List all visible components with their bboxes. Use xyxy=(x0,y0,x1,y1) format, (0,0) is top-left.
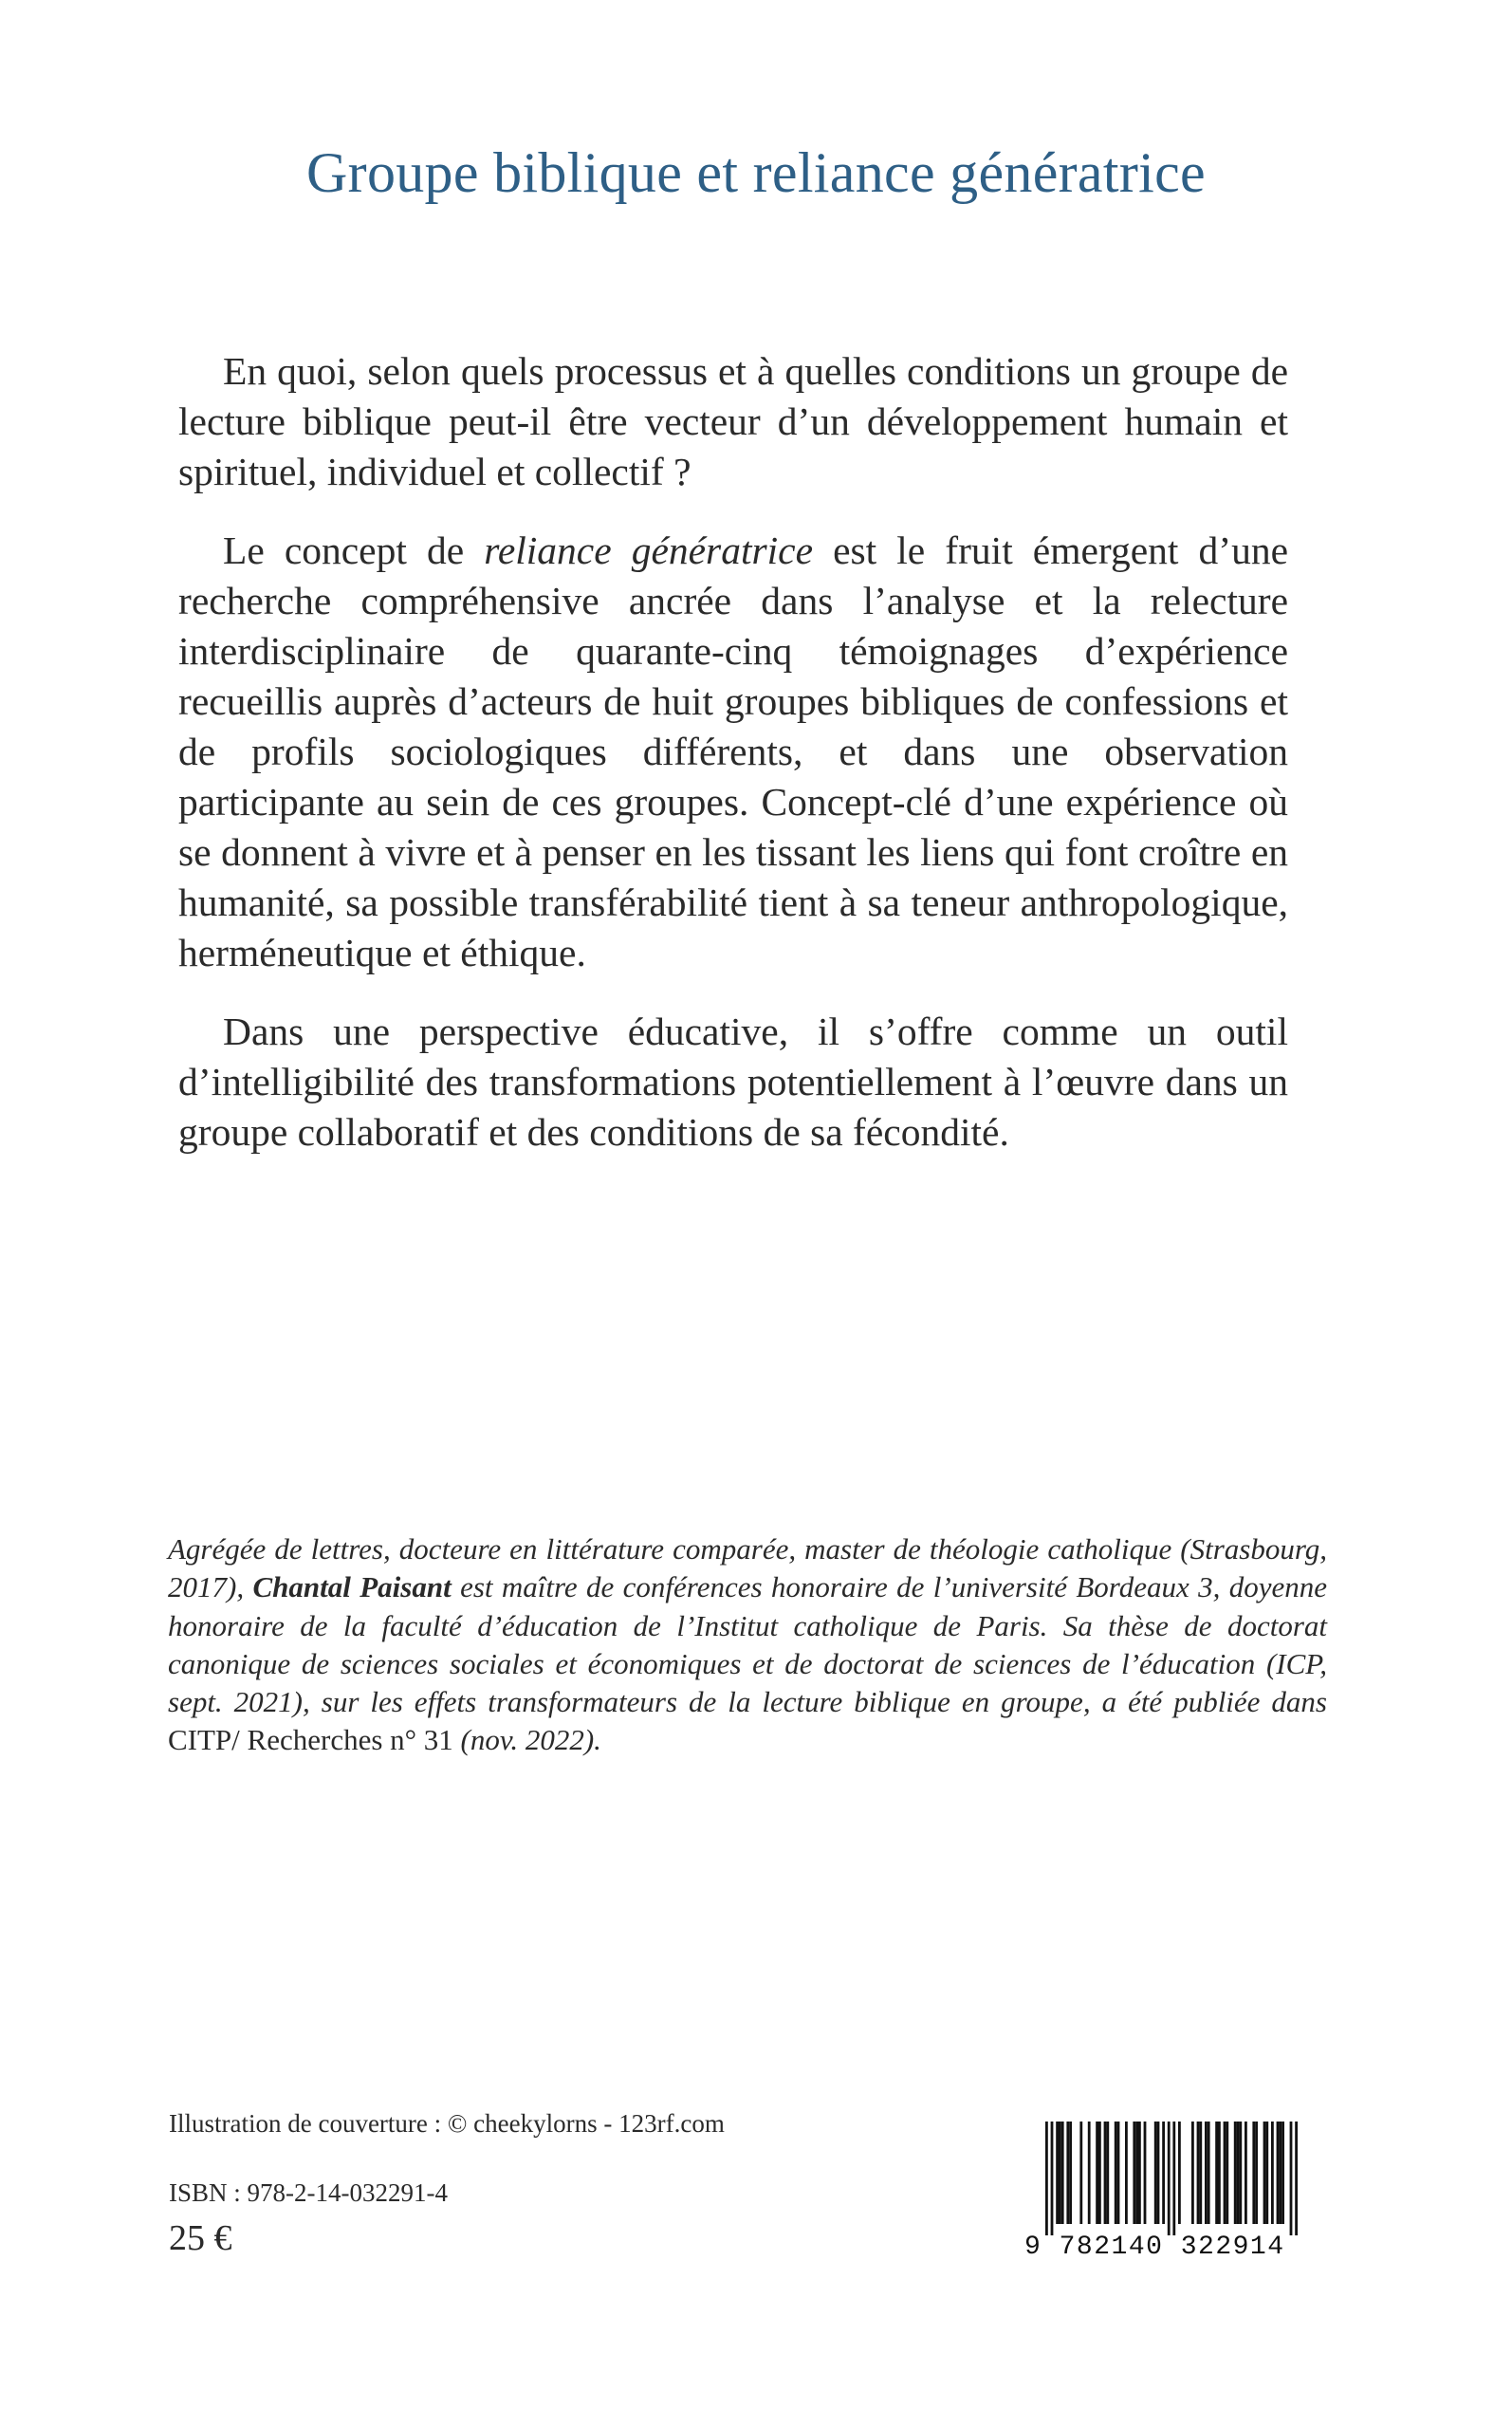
bio-series: CITP/ Recherches n° 31 xyxy=(168,1723,453,1757)
barcode-bar xyxy=(1215,2122,1218,2224)
barcode-bar xyxy=(1226,2122,1228,2224)
barcode-bar xyxy=(1239,2122,1242,2224)
barcode-bar xyxy=(1197,2122,1200,2224)
barcode-bar xyxy=(1168,2122,1171,2235)
barcode-bar xyxy=(1088,2122,1091,2224)
blurb-p2-rest: est le fruit émergent d’une recherche compréhensive ancrée dans l’analyse et la relecture interdisciplinaire de quarante-cinq témoignages d’expérience recueillis auprès d’acteurs de huit groupes bibliques de confessions et de profils sociologiques différents, et dans une observation participante au sein de ces groupes. Concept-clé d’une expérience où se donnent à vivre et à penser en les tissant les liens qui font croître en humanité, sa possible transférabilité tient à sa teneur anthropologique, herméneutique et éthique. xyxy=(178,528,1288,974)
book-title: Groupe biblique et reliance génératrice xyxy=(306,141,1206,204)
barcode-bar xyxy=(1290,2122,1293,2235)
bio-start: Agrégée de lettres, docteure en littérature comparée, master de théologie catholique (Strasbourg, 2017), xyxy=(168,1532,1327,1604)
barcode-bar xyxy=(1234,2122,1237,2224)
barcode-bar xyxy=(1205,2122,1208,2224)
barcode-bar xyxy=(1263,2122,1266,2224)
barcode-bar xyxy=(1295,2122,1298,2235)
cover-illustration-credit: Illustration de couverture : © cheekylorns - 123rf.com xyxy=(169,2109,725,2138)
barcode-bar xyxy=(1199,2122,1202,2224)
barcode-bar xyxy=(1059,2122,1061,2224)
barcode-bar xyxy=(1154,2122,1157,2224)
blurb-paragraph-1: En quoi, selon quels processus et à quelles conditions un groupe de lecture biblique peut-il être vecteur d’un développement humain et spirituel, individuel et collectif ? xyxy=(178,349,1288,493)
barcode-bar xyxy=(1218,2122,1221,2224)
barcode-bar xyxy=(1051,2122,1054,2235)
barcode-bar xyxy=(1255,2122,1258,2224)
barcode-bar xyxy=(1144,2122,1147,2224)
bio-date: (nov. 2022). xyxy=(452,1723,601,1757)
blurb xyxy=(178,346,1288,1186)
barcode-bar xyxy=(1056,2122,1059,2224)
barcode-bar xyxy=(1104,2122,1107,2224)
barcode-bar xyxy=(1282,2122,1284,2224)
barcode-bar xyxy=(1117,2122,1120,2224)
barcode-bar xyxy=(1157,2122,1160,2224)
barcode-bar xyxy=(1138,2122,1141,2224)
barcode-bar xyxy=(1172,2122,1175,2235)
barcode-bar xyxy=(1115,2122,1117,2224)
barcode-bar xyxy=(1265,2122,1268,2224)
barcode-bar xyxy=(1162,2122,1165,2224)
barcode-bar xyxy=(1237,2122,1240,2224)
blurb-p2-start: Le concept de xyxy=(223,528,485,572)
barcode-bar xyxy=(1135,2122,1138,2224)
barcode-bar xyxy=(1106,2122,1109,2224)
barcode-bar xyxy=(1279,2122,1282,2224)
barcode xyxy=(1024,2122,1328,2264)
barcode-bar xyxy=(1133,2122,1135,2224)
barcode-bar xyxy=(1224,2122,1226,2224)
barcode-bars xyxy=(1024,2122,1328,2235)
blurb-paragraph-3: Dans une perspective éducative, il s’offre comme un outil d’intelligibilité des transformations potentiellement à l’œuvre dans un groupe collaboratif et des conditions de sa fécondité. xyxy=(178,1010,1288,1154)
barcode-bar xyxy=(1125,2122,1128,2224)
barcode-digits: 9 782140 322914 xyxy=(1024,2233,1285,2262)
barcode-bar xyxy=(1066,2122,1069,2224)
blurb-paragraph-2 xyxy=(178,526,1288,978)
barcode-bar xyxy=(1271,2122,1274,2224)
isbn: ISBN : 978-2-14-032291-4 xyxy=(169,2178,448,2207)
barcode-bar xyxy=(1277,2122,1280,2224)
barcode-bar xyxy=(1061,2122,1064,2224)
barcode-bar xyxy=(1245,2122,1247,2224)
blurb-p2-term: reliance génératrice xyxy=(484,528,813,572)
barcode-bar xyxy=(1045,2122,1048,2235)
barcode-bar xyxy=(1191,2122,1194,2224)
barcode-bar xyxy=(1208,2122,1210,2224)
price: 25 € xyxy=(169,2218,232,2258)
barcode-bar xyxy=(1079,2122,1082,2224)
author-bio xyxy=(168,1530,1327,1760)
barcode-bar xyxy=(1096,2122,1098,2224)
barcode-bar xyxy=(1098,2122,1101,2224)
barcode-bar xyxy=(1178,2122,1181,2224)
bio-middle: est maître de conférences honoraire de l’université Bordeaux 3, doyenne honoraire de la faculté d’éducation de l’Institut catholique de Paris. Sa thèse de doctorat canonique de sciences sociales et économiques et de doctorat de sciences de l’éducation (ICP, sept. 2021), sur les effets transformateurs de la lecture biblique en groupe, a été publiée dans xyxy=(168,1570,1327,1719)
author-name: Chantal Paisant xyxy=(252,1570,452,1604)
barcode-bar xyxy=(1069,2122,1072,2224)
barcode-bar xyxy=(1252,2122,1255,2224)
